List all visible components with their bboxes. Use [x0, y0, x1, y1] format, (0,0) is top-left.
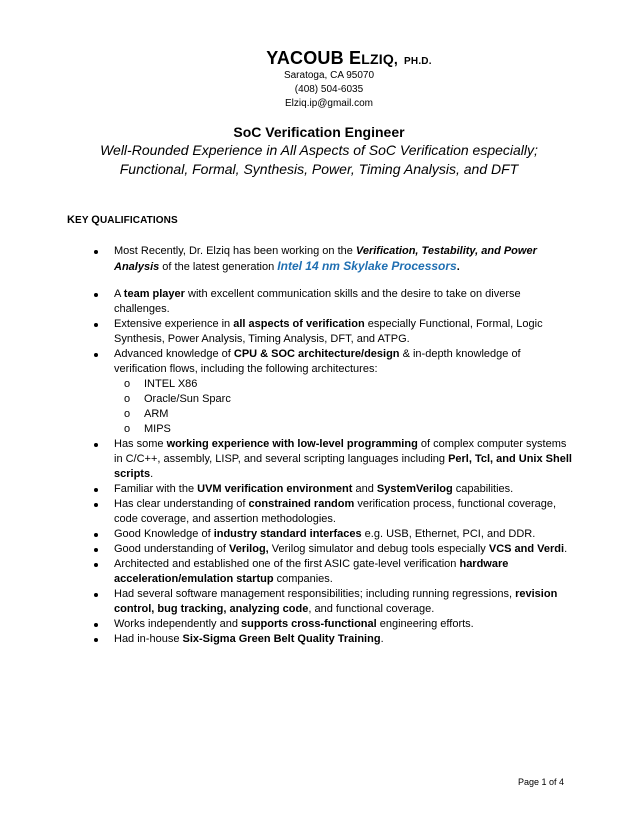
name-suffix: PH.D.	[404, 56, 432, 67]
sublist-item	[114, 392, 576, 407]
qual-text: Familiar with the	[114, 483, 198, 495]
qual-text: Advanced knowledge of	[114, 348, 234, 360]
qual-text: capabilities.	[452, 483, 514, 495]
bullet-icon	[94, 503, 98, 507]
phone-line: (408) 504-6035	[294, 84, 364, 95]
qual-emphasis: all aspects of verification	[233, 318, 365, 330]
qual-emphasis: Verilog,	[228, 543, 269, 555]
qual-text: Works independently and	[114, 618, 241, 630]
heading-initial-k: K	[67, 214, 76, 226]
qual-emphasis: Verification, Testability, and Power Analysis	[114, 245, 537, 273]
circle-bullet-icon: o	[124, 408, 131, 420]
bullet-icon	[94, 488, 98, 492]
qualification-item	[92, 497, 576, 527]
qual-emphasis: hardware acceleration/emulation startup	[114, 558, 509, 585]
qualification-item	[92, 542, 576, 557]
sublist-text: ARM	[144, 408, 169, 420]
qual-text: Good Knowledge of	[114, 528, 214, 540]
qualification-item	[92, 244, 576, 275]
qualifications-list	[92, 244, 576, 647]
qual-text: .	[150, 468, 154, 480]
qual-emphasis: UVM verification environment	[197, 483, 353, 495]
heading-part-ey: EY	[75, 215, 92, 226]
bullet-icon	[94, 293, 98, 297]
qual-text: .	[456, 261, 460, 273]
heading-part-ualifications: UALIFICATIONS	[99, 215, 178, 226]
qual-emphasis: constrained random	[248, 498, 355, 510]
qual-text: , and functional coverage.	[308, 603, 435, 615]
bullet-icon	[94, 563, 98, 567]
job-title: SoC Verification Engineer	[233, 124, 405, 140]
qual-text: Good understanding of	[114, 543, 229, 555]
qual-text: Has clear understanding of	[114, 498, 249, 510]
qual-text: Has some	[114, 438, 167, 450]
qual-text: .	[380, 633, 384, 645]
qual-text: Extensive experience in	[114, 318, 234, 330]
name-main: YACOUB E	[266, 48, 362, 68]
qual-emphasis: revision control, bug tracking, analyzing code	[114, 588, 558, 615]
circle-bullet-icon: o	[124, 378, 131, 390]
qualification-item	[92, 287, 576, 317]
sublist-text: Oracle/Sun Sparc	[144, 393, 231, 405]
tagline	[40, 141, 598, 179]
sublist-item	[114, 377, 576, 392]
bullet-icon	[94, 353, 98, 357]
qualification-item	[92, 587, 576, 617]
qual-emphasis: team player	[123, 288, 185, 300]
sublist-text: MIPS	[144, 423, 171, 435]
bullet-icon	[94, 638, 98, 642]
qualification-item	[92, 632, 576, 647]
name-small-caps: LZIQ,	[361, 51, 399, 67]
qualification-item	[92, 617, 576, 632]
intel-highlight: Intel 14 nm Skylake Processors	[277, 259, 457, 273]
qualification-item	[92, 437, 576, 482]
bullet-icon	[94, 533, 98, 537]
qual-emphasis: industry standard interfaces	[213, 528, 362, 540]
qual-emphasis: supports cross-functional	[241, 618, 377, 630]
qualification-item	[92, 317, 576, 347]
address-line: Saratoga, CA 95070	[283, 70, 375, 81]
qual-text: and	[352, 483, 377, 495]
qualification-item	[92, 557, 576, 587]
circle-bullet-icon: o	[124, 423, 131, 435]
sublist-text: INTEL X86	[144, 378, 198, 390]
qual-text: Architected and established one of the first ASIC gate-level verification	[114, 558, 460, 570]
bullet-icon	[94, 593, 98, 597]
tagline-line-2: Functional, Formal, Synthesis, Power, Timing Analysis, and DFT	[119, 161, 519, 177]
bullet-icon	[94, 548, 98, 552]
resume-header	[0, 48, 638, 111]
qualification-item	[92, 527, 576, 542]
qual-text: Had several software management responsibilities; including running regressions,	[114, 588, 516, 600]
qual-text: Had in-house	[114, 633, 183, 645]
qual-text: of the latest generation	[159, 261, 278, 273]
section-heading-key-qualifications	[67, 214, 178, 226]
candidate-name	[60, 48, 638, 69]
qual-text: of complex computer systems in C/C++, assembly, LISP, and several scripting languages including	[114, 438, 567, 465]
qual-text: & in-depth knowledge of verification flows, including the following architectures:	[114, 348, 521, 375]
qual-text: e.g. USB, Ethernet, PCI, and DDR.	[361, 528, 536, 540]
qualification-item	[92, 482, 576, 497]
tagline-line-1: Well-Rounded Experience in All Aspects of SoC Verification especially;	[100, 142, 538, 158]
qual-emphasis: Six-Sigma Green Belt Quality Training	[182, 633, 381, 645]
qual-emphasis: working experience with low-level programming	[166, 438, 418, 450]
qual-text: with excellent communication skills and the desire to take on diverse challenges.	[114, 288, 521, 315]
qual-text: .	[564, 543, 568, 555]
qual-emphasis: CPU & SOC architecture/design	[233, 348, 400, 360]
heading-initial-q: Q	[91, 214, 100, 226]
sublist-item	[114, 407, 576, 422]
qual-emphasis: VCS and Verdi	[488, 543, 565, 555]
qual-text: companies.	[273, 573, 333, 585]
email-line: Elziq.ip@gmail.com	[285, 98, 373, 109]
page-number: Page 1 of 4	[517, 777, 564, 787]
bullet-icon	[94, 323, 98, 327]
qual-text: engineering efforts.	[376, 618, 474, 630]
qual-text: Most Recently, Dr. Elziq has been working on the	[114, 245, 356, 257]
bullet-icon	[94, 623, 98, 627]
qual-text: verification process, functional coverage, code coverage, and assertion methodologies.	[114, 498, 557, 525]
architecture-sublist	[114, 377, 576, 437]
qual-text: especially Functional, Formal, Logic Synthesis, Power Analysis, Timing Analysis, DFT, and ATPG.	[114, 318, 543, 345]
contact-block	[20, 69, 638, 111]
circle-bullet-icon: o	[124, 393, 131, 405]
qual-text: Verilog simulator and debug tools especially	[268, 543, 489, 555]
sublist-item	[114, 422, 576, 437]
qualification-item	[92, 347, 576, 437]
qual-emphasis: Perl, Tcl, and Unix Shell scripts	[114, 453, 572, 480]
qual-emphasis: SystemVerilog	[376, 483, 453, 495]
bullet-icon	[94, 250, 98, 254]
qual-text: A	[114, 288, 124, 300]
bullet-icon	[94, 443, 98, 447]
